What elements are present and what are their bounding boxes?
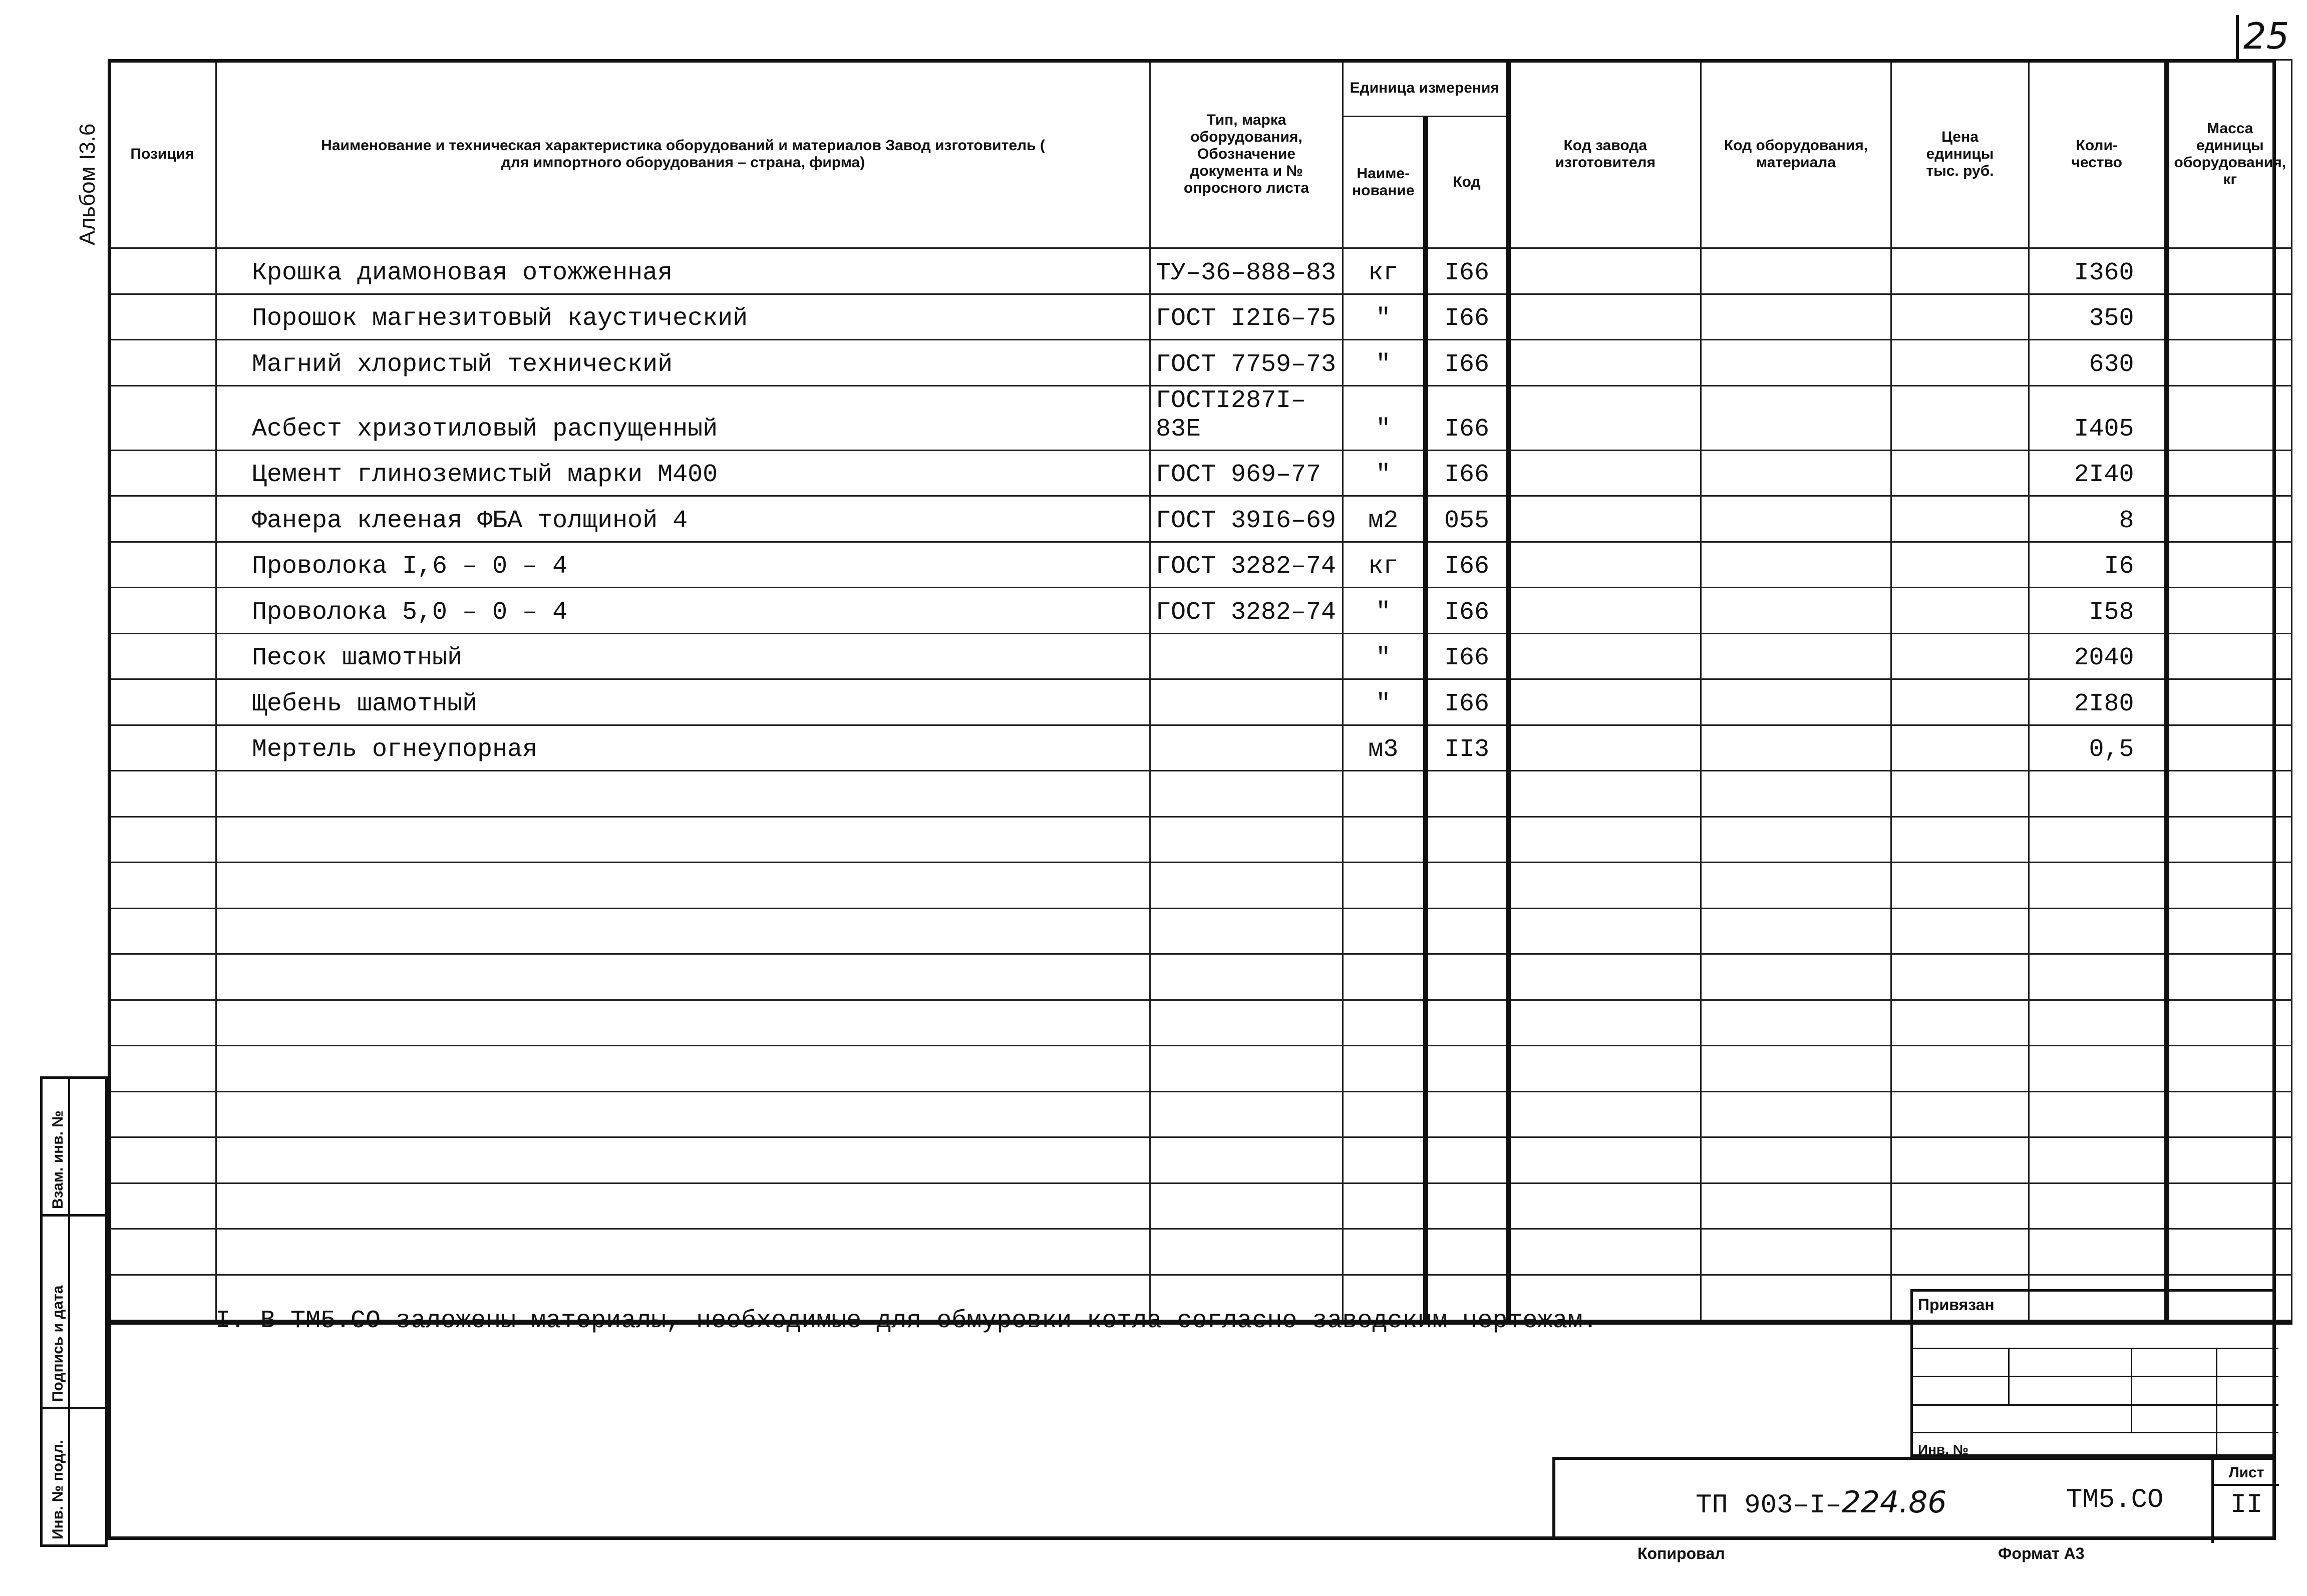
code-value: I66 xyxy=(1444,461,1489,489)
name-value: Магний хлористый технический xyxy=(252,350,673,379)
unit-value: " xyxy=(1376,689,1391,718)
page-number-bar xyxy=(2236,15,2239,63)
inv-label: Инв. № xyxy=(1918,1442,1969,1457)
quantity-value: 630 xyxy=(2089,350,2134,379)
unit-value: " xyxy=(1376,598,1391,627)
doc-value: ТУ–36–888–83 xyxy=(1156,258,1337,287)
quantity-value: I6 xyxy=(2104,552,2134,581)
doc-value: ГОСТ 969–77 xyxy=(1156,461,1322,489)
code-value: I66 xyxy=(1444,644,1489,672)
note: I. В ТМ5.СО заложены материалы, необходимые для обмуровки котла согласно заводским чертежам. xyxy=(215,1307,1598,1335)
code-value: I66 xyxy=(1444,304,1489,333)
name-value: Цемент глиноземистый марки М400 xyxy=(252,461,718,489)
name-value: Щебень шамотный xyxy=(252,689,478,718)
code-value: II3 xyxy=(1444,735,1489,764)
quantity-value: 0,5 xyxy=(2089,735,2134,764)
sheet-box xyxy=(2211,1460,2279,1543)
name-value: Крошка диамоновая отожженная xyxy=(252,258,673,287)
page-number: 25 xyxy=(2243,15,2289,57)
unit-value: м3 xyxy=(1368,735,1399,764)
name-value: Мертель огнеупорная xyxy=(252,735,538,764)
unit-value: " xyxy=(1376,350,1391,379)
unit-value: " xyxy=(1376,461,1391,489)
album-label: Альбом I3.6 xyxy=(75,123,100,245)
name-value: Проволока 5,0 – 0 – 4 xyxy=(252,598,568,627)
unit-value: кг xyxy=(1368,552,1399,581)
side-stamp-inv-podl: Инв. № подл. xyxy=(43,1409,105,1544)
code-value: I66 xyxy=(1444,350,1489,379)
doc-value: ГОСТ 3282–74 xyxy=(1156,552,1337,581)
header-unit-code: Код xyxy=(1426,117,1508,248)
name-value: Асбест хризотиловый распущенный xyxy=(252,415,718,444)
header-factory-code: Код завода изготовителя xyxy=(1508,60,1701,248)
quantity-value: 2I80 xyxy=(2074,689,2134,718)
doc-value: ГОСТ 39I6–69 xyxy=(1156,506,1337,535)
document-code: ТП 903–I–224.86 xyxy=(1696,1485,1947,1521)
unit-value: " xyxy=(1376,644,1391,672)
header-name: Наименование и техническая характеристика оборудований и материалов Завод изготовитель ( для импортного оборудования – страна, фирма) xyxy=(216,60,1150,248)
quantity-value: I360 xyxy=(2074,258,2134,287)
code-value: I66 xyxy=(1444,258,1489,287)
quantity-value: 8 xyxy=(2119,506,2134,535)
quantity-value: 2040 xyxy=(2074,644,2134,672)
quantity-value: I58 xyxy=(2089,598,2134,627)
header-mass: Масса единицы оборудования, кг xyxy=(2167,60,2292,248)
name-value: Фанера клееная ФБА толщиной 4 xyxy=(252,506,688,535)
header-doc: Тип, марка оборудования, Обозначение документа и № опросного листа xyxy=(1150,60,1343,248)
code-value: I66 xyxy=(1444,689,1489,718)
header-position: Позиция xyxy=(109,60,216,248)
binding-label: Привязан xyxy=(1918,1296,1995,1314)
header-price: Цена единицы тыс. руб. xyxy=(1891,60,2029,248)
unit-value: " xyxy=(1376,304,1391,333)
sheet-number: II xyxy=(2230,1490,2263,1520)
name-value: Песок шамотный xyxy=(252,644,463,672)
doc-value: ГОСТI287I–83Е xyxy=(1156,386,1306,444)
unit-value: " xyxy=(1376,415,1391,444)
code-value: 055 xyxy=(1444,506,1489,535)
side-stamp xyxy=(40,1076,108,1547)
sheet-label: Лист xyxy=(2214,1460,2279,1486)
doc-value: ГОСТ I2I6–75 xyxy=(1156,304,1337,333)
header-quantity: Коли-чество xyxy=(2029,60,2167,248)
name-value: Порошок магнезитовый каустический xyxy=(252,304,748,333)
document-mark: ТМ5.СО xyxy=(2066,1485,2164,1515)
format-label: Формат А3 xyxy=(1998,1544,2085,1562)
copied-label: Копировал xyxy=(1637,1544,1725,1562)
title-block xyxy=(1552,1457,2276,1540)
header-unit-name: Наиме-нование xyxy=(1343,117,1426,248)
binding-stamp xyxy=(1910,1289,2276,1457)
doc-value: ГОСТ 7759–73 xyxy=(1156,350,1337,379)
quantity-value: I405 xyxy=(2074,415,2134,444)
code-value: I66 xyxy=(1444,415,1489,444)
header-equipment-code: Код оборудования, материала xyxy=(1701,60,1891,248)
quantity-value: 2I40 xyxy=(2074,461,2134,489)
unit-value: м2 xyxy=(1368,506,1399,535)
header-unit-group: Единица измерения xyxy=(1343,60,1508,117)
doc-value: ГОСТ 3282–74 xyxy=(1156,598,1337,627)
unit-value: кг xyxy=(1368,258,1399,287)
side-stamp-vzam: Взам. инв. № xyxy=(43,1079,105,1217)
quantity-value: 350 xyxy=(2089,304,2134,333)
name-value: Проволока I,6 – 0 – 4 xyxy=(252,552,568,581)
code-value: I66 xyxy=(1444,552,1489,581)
code-value: I66 xyxy=(1444,598,1489,627)
side-stamp-podpis: Подпись и дата xyxy=(43,1217,105,1409)
